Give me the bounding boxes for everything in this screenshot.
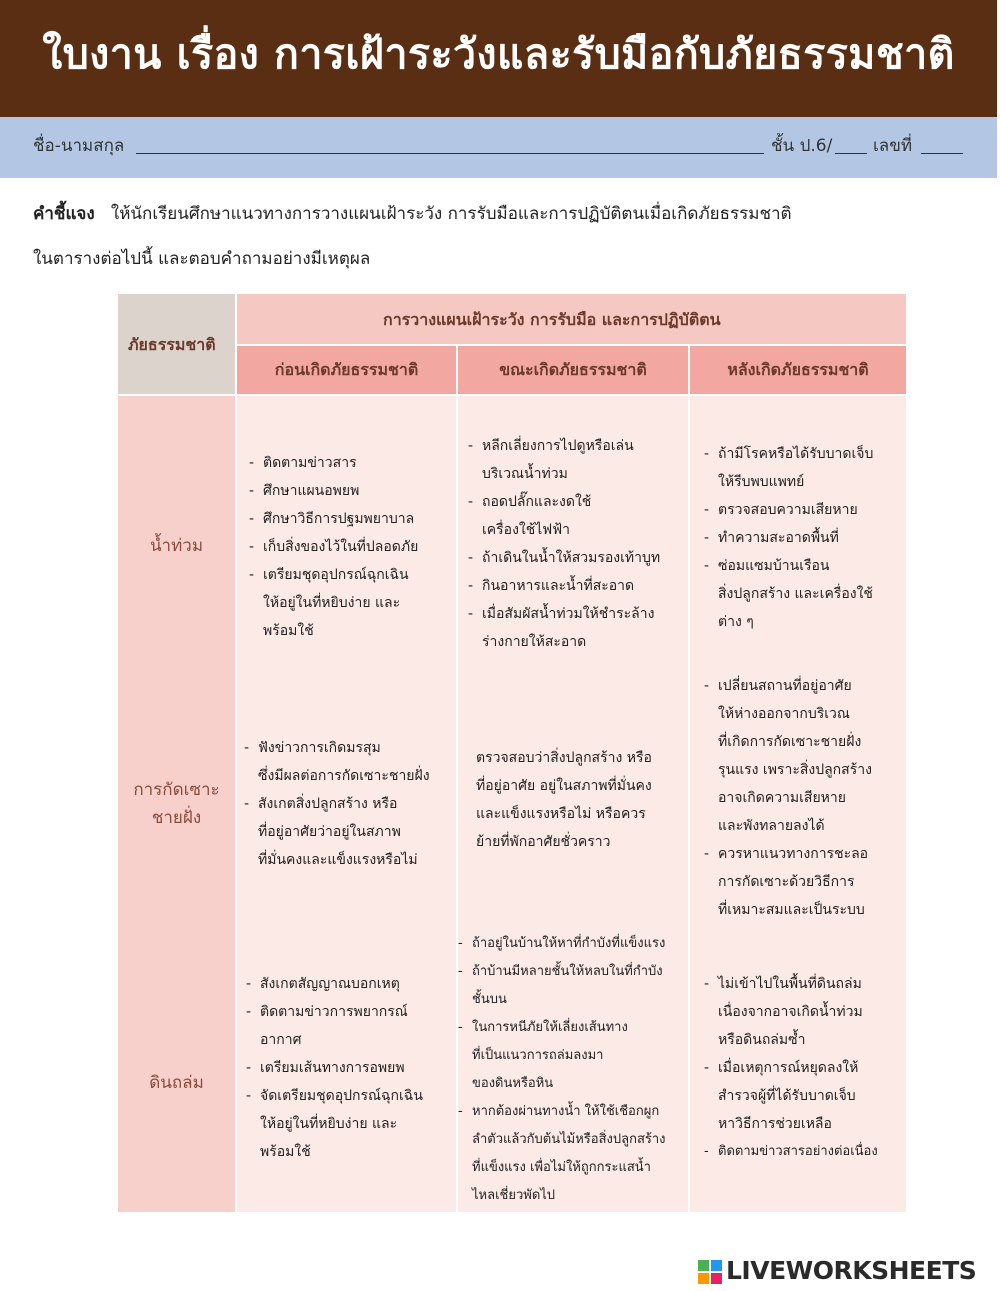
list-item-continued: ซึ่งมีผลต่อการกัดเซาะชายฝั่ง xyxy=(258,768,430,784)
list-item-continued: พร้อมใช้ xyxy=(263,623,314,639)
list-item: - หากต้องผ่านทางน้ำ ให้ใช้เชือกผูก xyxy=(458,1104,660,1119)
list-item: - ฟังข่าวการเกิดมรสุม xyxy=(244,740,381,756)
list-item: ตรวจสอบว่าสิ่งปลูกสร้าง หรือ xyxy=(476,750,652,766)
hazard-table xyxy=(118,294,906,1212)
list-item: - สังเกตสัญญาณบอกเหตุ xyxy=(246,976,400,992)
list-item-continued: ที่อยู่อาศัยว่าอยู่ในสภาพ xyxy=(258,824,401,840)
liveworksheets-logo-icon xyxy=(698,1260,722,1284)
row-divider xyxy=(118,394,906,396)
number-field[interactable] xyxy=(921,132,963,154)
list-item: - ทำความสะอาดพื้นที่ xyxy=(704,530,839,546)
list-item-continued: พร้อมใช้ xyxy=(260,1144,311,1160)
list-item-continued: ที่เหมาะสมและเป็นระบบ xyxy=(718,902,865,918)
list-item-continued: เครื่องใช้ไฟฟ้า xyxy=(482,522,570,538)
list-item-continued: หาวิธีการช่วยเหลือ xyxy=(718,1116,832,1132)
list-item: - ติดตามข่าวสารอย่างต่อเนื่อง xyxy=(704,1144,878,1159)
list-item-continued: ให้อยู่ในที่หยิบง่าย และ xyxy=(260,1116,398,1132)
instructions-label: คำชี้แจง xyxy=(33,204,95,224)
list-item-continued: ที่แข็งแรง เพื่อไม่ให้ถูกกระแสน้ำ xyxy=(472,1160,651,1175)
list-item-continued: ที่มั่นคงและแข็งแรงหรือไม่ xyxy=(258,852,418,868)
list-item-continued: การกัดเซาะด้วยวิธีการ xyxy=(718,874,855,890)
list-item: - ถอดปลั๊กและงดใช้ xyxy=(468,494,592,510)
list-item: - ตรวจสอบความเสียหาย xyxy=(704,502,858,518)
list-item-continued: สิ่งปลูกสร้าง และเครื่องใช้ xyxy=(718,586,873,602)
list-item-continued: สำรวจผู้ที่ได้รับบาดเจ็บ xyxy=(718,1088,856,1104)
list-item-continued: ต่าง ๆ xyxy=(718,614,754,630)
list-item: - กินอาหารและน้ำที่สะอาด xyxy=(468,578,635,594)
list-item-continued: ให้อยู่ในที่หยิบง่าย และ xyxy=(263,595,401,611)
page-title: ใบงาน เรื่อง การเฝ้าระวังและรับมือกับภัยธรรมชาติ xyxy=(42,30,955,78)
class-field[interactable] xyxy=(835,132,867,154)
list-item-continued: รุนแรง เพราะสิ่งปลูกสร้าง xyxy=(718,762,872,778)
row-divider xyxy=(237,344,906,346)
list-item: - ถ้าบ้านมีหลายชั้นให้หลบในที่กำบัง xyxy=(458,964,663,979)
list-item-continued: อากาศ xyxy=(260,1032,302,1048)
during-header: ขณะเกิดภัยธรรมชาติ xyxy=(499,360,647,379)
column-divider xyxy=(235,294,237,1212)
list-item-continued: ไหลเชี่ยวพัดไป xyxy=(472,1188,556,1203)
list-item-continued: ที่เกิดการกัดเซาะชายฝั่ง xyxy=(718,734,862,750)
list-item: - ติดตามข่าวการพยากรณ์ xyxy=(246,1004,408,1020)
list-item: - ศึกษาวิธีการปฐมพยาบาล xyxy=(249,511,415,527)
logo-text: LIVEWORKSHEETS xyxy=(726,1256,977,1285)
hazard-header: ภัยธรรมชาติ xyxy=(128,335,216,354)
list-item: - ซ่อมแซมบ้านเรือน xyxy=(704,558,830,574)
list-item: - สังเกตสิ่งปลูกสร้าง หรือ xyxy=(244,796,398,812)
hazard-coastal-erosion xyxy=(118,776,235,832)
name-label: ชื่อ-นามสกุล xyxy=(33,136,125,156)
group-header: การวางแผนเฝ้าระวัง การรับมือ และการปฏิบัติตน xyxy=(383,310,721,329)
column-divider xyxy=(688,346,690,1212)
list-item: - ศึกษาแผนอพยพ xyxy=(249,483,360,499)
list-item-continued: ที่อยู่อาศัย อยู่ในสภาพที่มั่นคง xyxy=(476,778,652,794)
before-header: ก่อนเกิดภัยธรรมชาติ xyxy=(274,360,419,379)
list-item: - หลีกเลี่ยงการไปดูหรือเล่น xyxy=(468,438,634,454)
list-item-continued: ลำตัวแล้วกับต้นไม้หรือสิ่งปลูกสร้าง xyxy=(472,1132,666,1147)
instructions-text-1: ให้นักเรียนศึกษาแนวทางการวางแผนเฝ้าระวัง การรับมือและการปฏิบัติตนเมื่อเกิดภัยธรรมชาติ xyxy=(110,204,792,224)
hazard-flood: น้ำท่วม xyxy=(149,536,204,556)
list-item: - จัดเตรียมชุดอุปกรณ์ฉุกเฉิน xyxy=(246,1088,423,1104)
list-item-continued: ชั้นบน xyxy=(472,992,507,1007)
list-item-continued: ร่างกายให้สะอาด xyxy=(482,634,587,650)
list-item-continued: อาจเกิดความเสียหาย xyxy=(718,790,846,806)
list-item-continued: ย้ายที่พักอาศัยชั่วคราว xyxy=(476,834,611,850)
list-item: - ในการหนีภัยให้เลี่ยงเส้นทาง xyxy=(458,1020,628,1035)
name-field[interactable] xyxy=(136,132,764,154)
list-item-continued: ที่เป็นแนวการถล่มลงมา xyxy=(472,1048,604,1063)
column-divider xyxy=(456,346,458,1212)
list-item-continued: ของดินหรือหิน xyxy=(472,1076,554,1091)
instructions-line-2: ในตารางต่อไปนี้ และตอบคำถามอย่างมีเหตุผล xyxy=(33,249,371,269)
list-item: - ถ้ามีโรคหรือได้รับบาดเจ็บ xyxy=(704,446,874,462)
hazard-coastal-line-1: การกัดเซาะ xyxy=(133,780,220,800)
list-item-continued: บริเวณน้ำท่วม xyxy=(482,466,568,482)
after-header: หลังเกิดภัยธรรมชาติ xyxy=(727,360,869,379)
list-item: - ติดตามข่าวสาร xyxy=(249,455,357,471)
class-label: ชั้น ป.6/ xyxy=(771,136,833,156)
hazard-coastal-line-2: ชายฝั่ง xyxy=(151,808,202,828)
list-item: - ถ้าเดินในน้ำให้สวมรองเท้าบูท xyxy=(468,550,661,566)
number-label: เลขที่ xyxy=(873,136,913,156)
list-item: - เมื่อเหตุการณ์หยุดลงให้ xyxy=(704,1060,859,1076)
list-item: - ไม่เข้าไปในพื้นที่ดินถล่ม xyxy=(704,976,862,992)
list-item-continued: หรือดินถล่มซ้ำ xyxy=(718,1032,806,1048)
list-item-continued: เนื่องจากอาจเกิดน้ำท่วม xyxy=(718,1004,863,1020)
list-item: - เตรียมชุดอุปกรณ์ฉุกเฉิน xyxy=(249,567,409,583)
hazard-landslide: ดินถล่ม xyxy=(149,1073,204,1093)
list-item: - ถ้าอยู่ในบ้านให้หาที่กำบังที่แข็งแรง xyxy=(458,936,666,951)
list-item: - เปลี่ยนสถานที่อยู่อาศัย xyxy=(704,678,852,694)
list-item: - ควรหาแนวทางการชะลอ xyxy=(704,846,869,862)
list-item-continued: ให้รีบพบแพทย์ xyxy=(718,474,805,490)
list-item-continued: และพังทลายลงได้ xyxy=(718,818,825,834)
list-item: - เก็บสิ่งของไว้ในที่ปลอดภัย xyxy=(249,539,419,555)
list-item: - เตรียมเส้นทางการอพยพ xyxy=(246,1060,405,1076)
list-item-continued: ให้ห่างออกจากบริเวณ xyxy=(718,706,850,722)
student-info-row xyxy=(33,132,968,162)
list-item: - เมื่อสัมผัสน้ำท่วมให้ชำระล้าง xyxy=(468,606,655,622)
list-item-continued: และแข็งแรงหรือไม่ หรือควร xyxy=(476,806,646,822)
instructions-line-1 xyxy=(33,200,968,227)
